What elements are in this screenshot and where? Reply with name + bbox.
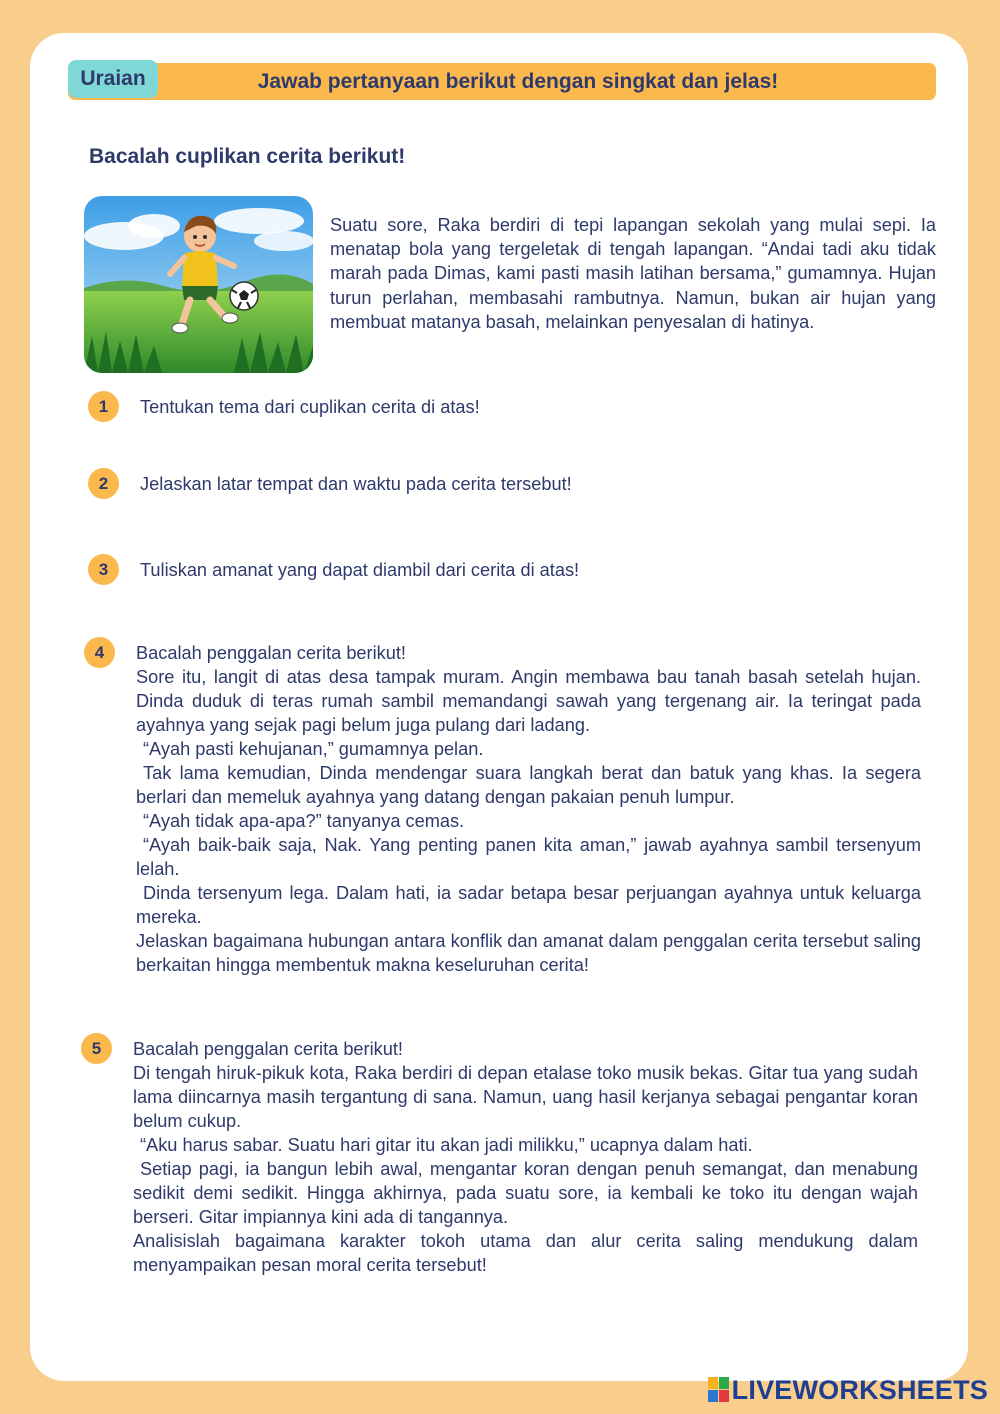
question-4-paragraph: “Ayah tidak apa-apa?” tanyanya cemas. xyxy=(143,811,465,831)
question-4-paragraph: “Ayah pasti kehujanan,” gumamnya pelan. xyxy=(143,739,484,759)
question-number-badge: 5 xyxy=(81,1033,112,1064)
question-number-badge: 4 xyxy=(84,637,115,668)
boy-playing-soccer-illustration xyxy=(84,196,313,373)
question-number-badge: 1 xyxy=(88,391,119,422)
question-5-paragraph: Di tengah hiruk-pikuk kota, Raka berdiri di depan etalase toko musik bekas. Gitar tua yang sudah lama diincarnya masih tergantung di sana. Namun, uang hasil kerjanya sebagai pengantar koran belum cukup. xyxy=(133,1063,918,1131)
liveworksheets-brand[interactable] xyxy=(708,1374,988,1406)
question-4-prompt: Bacalah penggalan cerita berikut! xyxy=(136,643,406,663)
liveworksheets-logo-icon xyxy=(708,1377,730,1403)
question-5-task: Analisislah bagaimana karakter tokoh utama dan alur cerita saling mendukung dalam menyampaikan pesan moral cerita tersebut! xyxy=(133,1231,918,1275)
question-4-paragraph: Dinda tersenyum lega. Dalam hati, ia sadar betapa besar perjuangan ayahnya untuk keluarga mereka. xyxy=(136,883,921,927)
question-4-task: Jelaskan bagaimana hubungan antara konflik dan amanat dalam penggalan cerita tersebut saling berkaitan hingga membentuk makna keseluruhan cerita! xyxy=(136,931,921,975)
question-5-block xyxy=(133,1037,918,1277)
section-tag: Uraian xyxy=(68,60,158,98)
question-1-text: Tentukan tema dari cuplikan cerita di atas! xyxy=(140,397,480,417)
question-5-paragraph: “Aku harus sabar. Suatu hari gitar itu akan jadi milikku,” ucapnya dalam hati. xyxy=(140,1135,753,1155)
question-5-prompt: Bacalah penggalan cerita berikut! xyxy=(133,1039,403,1059)
story-excerpt: Suatu sore, Raka berdiri di tepi lapangan sekolah yang mulai sepi. Ia menatap bola yang tergeletak di tengah lapangan. “Andai tadi aku tidak marah pada Dimas, kami pasti masih latihan bersama,” gumamnya. Hujan turun perlahan, membasahi rambutnya. Namun, bukan air hujan yang membuat matanya basah, melainkan penyesalan di hatinya. xyxy=(330,215,936,332)
question-4-paragraph: Sore itu, langit di atas desa tampak muram. Angin membawa bau tanah basah setelah hujan. Dinda duduk di teras rumah sambil memandangi sawah yang tergenang air. Ia teringat pada ayahnya yang sejak pagi belum juga pulang dari ladang. xyxy=(136,667,921,735)
question-2-text: Jelaskan latar tempat dan waktu pada cerita tersebut! xyxy=(140,474,572,494)
story-heading: Bacalah cuplikan cerita berikut! xyxy=(89,145,406,168)
question-3-text: Tuliskan amanat yang dapat diambil dari cerita di atas! xyxy=(140,560,580,580)
question-number-badge: 2 xyxy=(88,468,119,499)
question-number-badge: 3 xyxy=(88,554,119,585)
instruction-text: Jawab pertanyaan berikut dengan singkat dan jelas! xyxy=(257,70,779,93)
brand-name: LIVEWORKSHEETS xyxy=(731,1374,988,1405)
question-4-block xyxy=(136,641,921,977)
question-4-paragraph: “Ayah baik-baik saja, Nak. Yang penting panen kita aman,” jawab ayahnya sambil tersenyum lelah. xyxy=(136,835,921,879)
question-5-paragraph: Setiap pagi, ia bangun lebih awal, mengantar koran dengan penuh semangat, dan menabung sedikit demi sedikit. Hingga akhirnya, pada suatu sore, ia kembali ke toko itu dengan wajah berseri. Gitar impiannya kini ada di tangannya. xyxy=(133,1159,918,1227)
question-4-paragraph: Tak lama kemudian, Dinda mendengar suara langkah berat dan batuk yang khas. Ia segera berlari dan memeluk ayahnya yang datang dengan pakaian penuh lumpur. xyxy=(136,763,921,807)
soccer-scene-image xyxy=(84,196,313,373)
